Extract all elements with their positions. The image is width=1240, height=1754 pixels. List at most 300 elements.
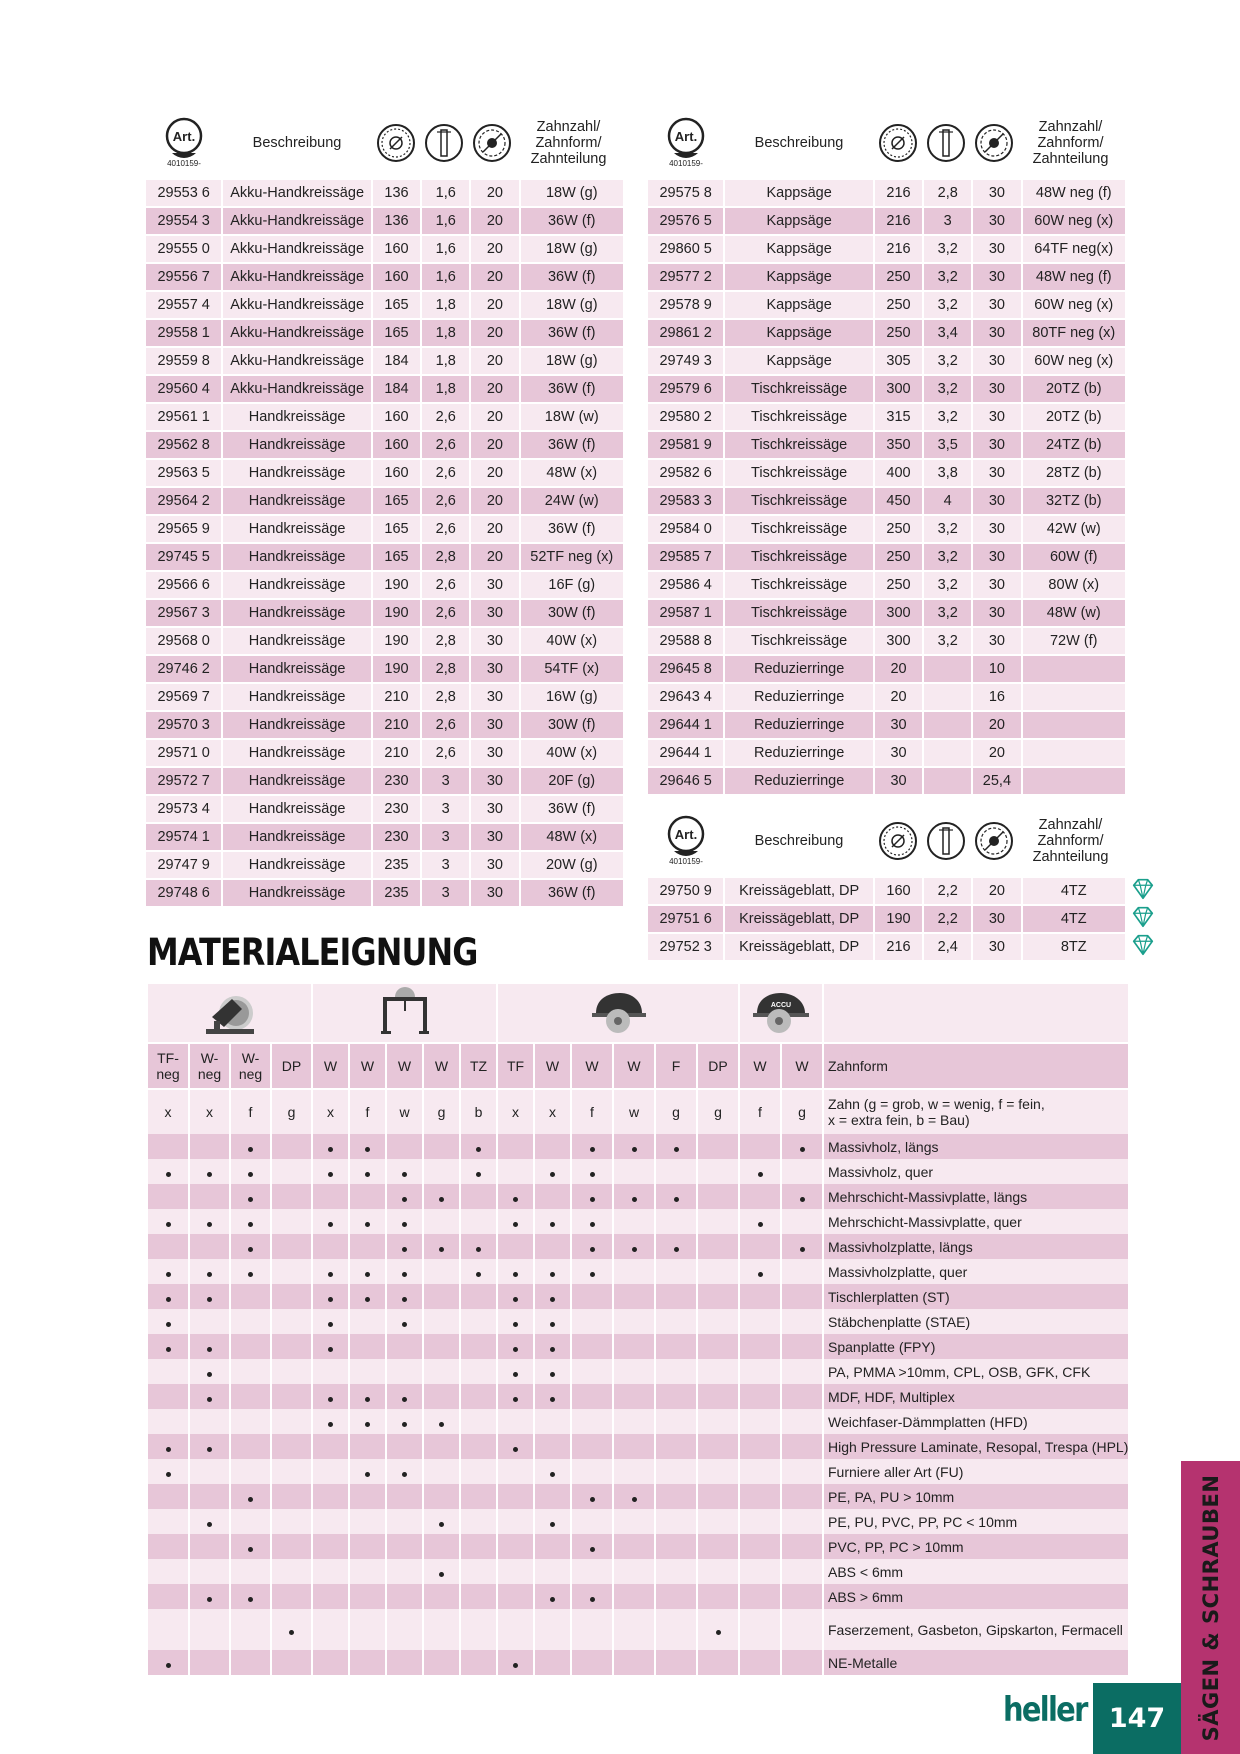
thickness: 3,2 bbox=[924, 236, 971, 262]
material-label: Massivholz, quer bbox=[824, 1159, 1128, 1184]
suitability-cell bbox=[782, 1584, 822, 1609]
material-label: Massivholz, längs bbox=[824, 1134, 1128, 1159]
bore: 16 bbox=[973, 684, 1020, 710]
suitability-cell bbox=[148, 1459, 188, 1484]
diamond-icon bbox=[1130, 876, 1156, 902]
thickness: 3,2 bbox=[924, 404, 971, 430]
table-row bbox=[648, 376, 1125, 402]
suitable-dot bbox=[166, 1663, 171, 1668]
suitability-cell bbox=[698, 1284, 738, 1309]
suitability-cell bbox=[387, 1609, 422, 1650]
suitable-dot bbox=[248, 1247, 253, 1252]
description: Handkreissäge bbox=[223, 852, 371, 878]
zahnform-cell: W bbox=[387, 1042, 422, 1088]
suitability-cell bbox=[231, 1184, 270, 1209]
zahn-header: Zahnzahl/ Zahnform/ Zahnteilung bbox=[1032, 817, 1109, 865]
article-number: 29562 8 bbox=[146, 432, 221, 458]
thickness: 2,2 bbox=[924, 906, 971, 932]
diameter: 184 bbox=[373, 376, 420, 402]
suitability-cell bbox=[535, 1509, 570, 1534]
suitability-cell bbox=[698, 1334, 738, 1359]
thickness: 2,6 bbox=[422, 740, 469, 766]
teeth: 60W neg (x) bbox=[1023, 208, 1126, 234]
table-row bbox=[146, 768, 623, 794]
suitability-cell bbox=[272, 1259, 311, 1284]
suitability-cell bbox=[350, 1484, 385, 1509]
suitable-dot bbox=[328, 1297, 333, 1302]
suitability-cell bbox=[461, 1484, 496, 1509]
suitability-cell bbox=[424, 1134, 459, 1159]
zahn-cell: x bbox=[498, 1088, 533, 1134]
suitability-cell bbox=[461, 1384, 496, 1409]
description: Handkreissäge bbox=[223, 712, 371, 738]
suitability-cell bbox=[350, 1584, 385, 1609]
thickness: 2,6 bbox=[422, 460, 469, 486]
suitable-dot bbox=[758, 1272, 763, 1277]
suitability-cell bbox=[572, 1359, 612, 1384]
suitability-cell bbox=[740, 1359, 780, 1384]
suitability-cell bbox=[614, 1134, 654, 1159]
suitable-dot bbox=[207, 1272, 212, 1277]
icon-row-spacer bbox=[824, 984, 1128, 1042]
suitability-cell bbox=[190, 1209, 229, 1234]
suitability-cell bbox=[656, 1259, 696, 1284]
article-number: 29587 1 bbox=[648, 600, 723, 626]
material-label: Massivholzplatte, längs bbox=[824, 1234, 1128, 1259]
suitability-cell bbox=[272, 1234, 311, 1259]
suitable-dot bbox=[590, 1547, 595, 1552]
suitability-cell bbox=[535, 1609, 570, 1650]
suitability-cell bbox=[350, 1359, 385, 1384]
suitability-cell bbox=[313, 1284, 348, 1309]
suitable-dot bbox=[674, 1247, 679, 1252]
diameter: 230 bbox=[373, 824, 420, 850]
suitable-dot bbox=[632, 1497, 637, 1502]
bore: 30 bbox=[973, 516, 1020, 542]
suitability-cell bbox=[461, 1534, 496, 1559]
suitable-dot bbox=[248, 1197, 253, 1202]
description: Tischkreissäge bbox=[725, 488, 873, 514]
suitability-cell bbox=[782, 1459, 822, 1484]
suitability-cell bbox=[498, 1609, 533, 1650]
suitability-cell bbox=[572, 1434, 612, 1459]
suitability-cell bbox=[461, 1509, 496, 1534]
thickness bbox=[924, 684, 971, 710]
bore: 30 bbox=[973, 628, 1020, 654]
suitability-cell bbox=[572, 1534, 612, 1559]
suitability-cell bbox=[148, 1384, 188, 1409]
suitability-cell bbox=[461, 1134, 496, 1159]
thickness: 3,8 bbox=[924, 460, 971, 486]
material-row bbox=[148, 1584, 1128, 1609]
suitability-cell bbox=[313, 1259, 348, 1284]
article-number: 29564 2 bbox=[146, 488, 221, 514]
suitability-cell bbox=[698, 1359, 738, 1384]
article-number: 29560 4 bbox=[146, 376, 221, 402]
diameter: 165 bbox=[373, 320, 420, 346]
suitability-cell bbox=[387, 1134, 422, 1159]
material-row bbox=[148, 1609, 1128, 1650]
suitability-cell bbox=[498, 1534, 533, 1559]
zahn-header: Zahnzahl/ Zahnform/ Zahnteilung bbox=[1032, 119, 1109, 167]
table-row bbox=[146, 544, 623, 570]
suitability-cell bbox=[572, 1159, 612, 1184]
suitability-cell bbox=[272, 1309, 311, 1334]
table-row bbox=[146, 824, 623, 850]
zahnform-cell: W bbox=[740, 1042, 780, 1088]
zahn-cell: g bbox=[272, 1088, 311, 1134]
suitability-cell bbox=[148, 1584, 188, 1609]
thickness bbox=[924, 768, 971, 794]
suitability-cell bbox=[350, 1134, 385, 1159]
suitability-cell bbox=[148, 1434, 188, 1459]
suitability-cell bbox=[231, 1409, 270, 1434]
suitable-dot bbox=[513, 1347, 518, 1352]
suitable-dot bbox=[248, 1172, 253, 1177]
suitability-cell bbox=[461, 1234, 496, 1259]
material-row bbox=[148, 1259, 1128, 1284]
article-number: 29580 2 bbox=[648, 404, 723, 430]
suitability-cell bbox=[272, 1484, 311, 1509]
thickness: 1,8 bbox=[422, 376, 469, 402]
thickness: 1,8 bbox=[422, 292, 469, 318]
suitable-dot bbox=[513, 1297, 518, 1302]
suitable-dot bbox=[550, 1272, 555, 1277]
description: Handkreissäge bbox=[223, 880, 371, 906]
suitable-dot bbox=[632, 1197, 637, 1202]
diameter: 165 bbox=[373, 292, 420, 318]
suitability-cell bbox=[231, 1584, 270, 1609]
bore: 10 bbox=[973, 656, 1020, 682]
table-row bbox=[648, 656, 1125, 682]
thickness: 4 bbox=[924, 488, 971, 514]
suitable-dot bbox=[513, 1372, 518, 1377]
suitability-cell bbox=[614, 1384, 654, 1409]
diameter: 30 bbox=[875, 768, 922, 794]
suitability-cell bbox=[698, 1159, 738, 1184]
table-row bbox=[146, 320, 623, 346]
suitability-cell bbox=[424, 1359, 459, 1384]
diameter: 160 bbox=[373, 264, 420, 290]
suitability-cell bbox=[272, 1359, 311, 1384]
diameter: 190 bbox=[373, 628, 420, 654]
description: Kappsäge bbox=[725, 208, 873, 234]
suitability-cell bbox=[190, 1334, 229, 1359]
suitability-cell bbox=[424, 1334, 459, 1359]
table-row bbox=[146, 292, 623, 318]
suitability-cell bbox=[740, 1509, 780, 1534]
suitability-cell bbox=[231, 1134, 270, 1159]
bore: 30 bbox=[973, 236, 1020, 262]
bore: 30 bbox=[973, 460, 1020, 486]
suitability-cell bbox=[272, 1184, 311, 1209]
suitable-dot bbox=[590, 1597, 595, 1602]
teeth: 36W (f) bbox=[521, 432, 624, 458]
suitable-dot bbox=[550, 1322, 555, 1327]
diameter: 30 bbox=[875, 712, 922, 738]
diameter: 160 bbox=[373, 404, 420, 430]
suitability-cell bbox=[272, 1284, 311, 1309]
description: Handkreissäge bbox=[223, 488, 371, 514]
suitability-cell bbox=[313, 1434, 348, 1459]
suitability-cell bbox=[387, 1284, 422, 1309]
suitability-cell bbox=[424, 1509, 459, 1534]
bore: 20 bbox=[471, 208, 518, 234]
suitability-cell bbox=[656, 1459, 696, 1484]
material-label: Furniere aller Art (FU) bbox=[824, 1459, 1128, 1484]
suitability-cell bbox=[535, 1184, 570, 1209]
bore: 20 bbox=[471, 348, 518, 374]
description: Tischkreissäge bbox=[725, 516, 873, 542]
bore: 20 bbox=[471, 180, 518, 206]
teeth: 36W (f) bbox=[521, 320, 624, 346]
suitability-cell bbox=[498, 1234, 533, 1259]
suitability-cell bbox=[572, 1459, 612, 1484]
suitability-cell bbox=[614, 1159, 654, 1184]
suitability-cell bbox=[698, 1134, 738, 1159]
article-number: 29586 4 bbox=[648, 572, 723, 598]
thickness: 3,2 bbox=[924, 628, 971, 654]
article-number: 29579 6 bbox=[648, 376, 723, 402]
suitability-cell bbox=[740, 1409, 780, 1434]
suitability-cell bbox=[535, 1384, 570, 1409]
thickness bbox=[924, 740, 971, 766]
bore: 30 bbox=[471, 572, 518, 598]
suitable-dot bbox=[365, 1422, 370, 1427]
suitability-cell bbox=[535, 1259, 570, 1284]
suitable-dot bbox=[402, 1222, 407, 1227]
thickness: 2,8 bbox=[422, 544, 469, 570]
suitability-cell bbox=[535, 1234, 570, 1259]
table-row bbox=[648, 264, 1125, 290]
suitable-dot bbox=[402, 1297, 407, 1302]
suitable-dot bbox=[439, 1197, 444, 1202]
suitability-cell bbox=[350, 1409, 385, 1434]
suitability-cell bbox=[387, 1384, 422, 1409]
suitability-cell bbox=[272, 1584, 311, 1609]
table-row bbox=[648, 740, 1125, 766]
suitable-dot bbox=[513, 1222, 518, 1227]
suitability-cell bbox=[498, 1259, 533, 1284]
material-row bbox=[148, 1650, 1128, 1675]
suitability-cell bbox=[740, 1209, 780, 1234]
zahn-cell: w bbox=[614, 1088, 654, 1134]
teeth: 54TF (x) bbox=[521, 656, 624, 682]
art-code: 4010159- bbox=[167, 159, 201, 168]
table-row bbox=[648, 292, 1125, 318]
description: Tischkreissäge bbox=[725, 572, 873, 598]
suitability-cell bbox=[231, 1459, 270, 1484]
thickness: 3,2 bbox=[924, 376, 971, 402]
material-label: PE, PU, PVC, PP, PC < 10mm bbox=[824, 1509, 1128, 1534]
suitability-cell bbox=[698, 1184, 738, 1209]
suitability-cell bbox=[231, 1234, 270, 1259]
suitability-cell bbox=[498, 1509, 533, 1534]
diameter: 235 bbox=[373, 852, 420, 878]
suitability-cell bbox=[313, 1309, 348, 1334]
zahn-cell: x bbox=[190, 1088, 229, 1134]
suitability-cell bbox=[424, 1584, 459, 1609]
suitability-cell bbox=[461, 1609, 496, 1650]
suitability-cell bbox=[387, 1234, 422, 1259]
suitable-dot bbox=[166, 1172, 171, 1177]
bore: 20 bbox=[471, 460, 518, 486]
blade-thickness-icon bbox=[922, 122, 970, 164]
suitability-cell bbox=[190, 1609, 229, 1650]
material-label: Stäbchenplatte (STAE) bbox=[824, 1309, 1128, 1334]
suitability-cell bbox=[424, 1534, 459, 1559]
zahn-cell: f bbox=[350, 1088, 385, 1134]
diameter: 136 bbox=[373, 208, 420, 234]
circular-saw-icon bbox=[498, 984, 738, 1042]
suitability-cell bbox=[656, 1509, 696, 1534]
art-number-header bbox=[648, 815, 724, 867]
diameter-icon bbox=[874, 820, 922, 862]
suitable-dot bbox=[248, 1497, 253, 1502]
diameter: 300 bbox=[875, 628, 922, 654]
suitability-cell bbox=[614, 1259, 654, 1284]
suitable-dot bbox=[674, 1197, 679, 1202]
suitability-cell bbox=[782, 1334, 822, 1359]
article-number: 29556 7 bbox=[146, 264, 221, 290]
zahn-header: Zahnzahl/ Zahnform/ Zahnteilung bbox=[530, 119, 607, 167]
diameter: 190 bbox=[373, 600, 420, 626]
table-row bbox=[648, 572, 1125, 598]
article-number: 29583 3 bbox=[648, 488, 723, 514]
suitability-cell bbox=[740, 1134, 780, 1159]
suitability-cell bbox=[498, 1484, 533, 1509]
material-label: Faserzement, Gasbeton, Gipskarton, Fermacell bbox=[824, 1609, 1128, 1650]
table-row bbox=[146, 600, 623, 626]
suitability-cell bbox=[698, 1384, 738, 1409]
suitable-dot bbox=[439, 1422, 444, 1427]
suitability-cell bbox=[698, 1309, 738, 1334]
suitability-cell bbox=[190, 1284, 229, 1309]
teeth: 48W neg (f) bbox=[1023, 264, 1126, 290]
zahn-cell: g bbox=[656, 1088, 696, 1134]
suitable-dot bbox=[590, 1247, 595, 1252]
teeth: 80TF neg (x) bbox=[1023, 320, 1126, 346]
suitable-dot bbox=[365, 1147, 370, 1152]
suitability-cell bbox=[424, 1409, 459, 1434]
suitability-cell bbox=[656, 1334, 696, 1359]
suitability-cell bbox=[698, 1459, 738, 1484]
bore-diameter-icon bbox=[970, 820, 1018, 862]
bore: 20 bbox=[471, 320, 518, 346]
suitable-dot bbox=[207, 1372, 212, 1377]
diameter: 230 bbox=[373, 768, 420, 794]
suitable-dot bbox=[402, 1472, 407, 1477]
article-number: 29584 0 bbox=[648, 516, 723, 542]
suitability-cell bbox=[272, 1209, 311, 1234]
article-number: 29561 1 bbox=[146, 404, 221, 430]
suitability-cell bbox=[148, 1209, 188, 1234]
suitability-cell bbox=[740, 1559, 780, 1584]
thickness: 3,2 bbox=[924, 544, 971, 570]
bore: 20 bbox=[471, 404, 518, 430]
table-row bbox=[648, 516, 1125, 542]
article-number: 29557 4 bbox=[146, 292, 221, 318]
diameter: 250 bbox=[875, 320, 922, 346]
suitability-cell bbox=[461, 1184, 496, 1209]
suitability-cell bbox=[313, 1209, 348, 1234]
suitability-cell bbox=[498, 1359, 533, 1384]
material-label: Mehrschicht-Massivplatte, quer bbox=[824, 1209, 1128, 1234]
suitability-cell bbox=[782, 1650, 822, 1675]
suitability-cell bbox=[572, 1559, 612, 1584]
diameter: 250 bbox=[875, 516, 922, 542]
diameter: 190 bbox=[373, 572, 420, 598]
suitable-dot bbox=[476, 1172, 481, 1177]
suitability-cell bbox=[698, 1209, 738, 1234]
suitability-cell bbox=[272, 1159, 311, 1184]
suitability-cell bbox=[572, 1134, 612, 1159]
table-row bbox=[146, 852, 623, 878]
suitability-cell bbox=[614, 1359, 654, 1384]
suitable-dot bbox=[590, 1272, 595, 1277]
suitable-dot bbox=[550, 1297, 555, 1302]
suitability-cell bbox=[572, 1509, 612, 1534]
suitable-dot bbox=[328, 1397, 333, 1402]
suitability-cell bbox=[272, 1134, 311, 1159]
suitability-cell bbox=[614, 1609, 654, 1650]
suitability-cell bbox=[148, 1609, 188, 1650]
table-row bbox=[146, 348, 623, 374]
table-row bbox=[648, 488, 1125, 514]
suitability-cell bbox=[572, 1259, 612, 1284]
material-label: MDF, HDF, Multiplex bbox=[824, 1384, 1128, 1409]
suitability-cell bbox=[350, 1534, 385, 1559]
thickness bbox=[924, 712, 971, 738]
article-number: 29575 8 bbox=[648, 180, 723, 206]
teeth: 20F (g) bbox=[521, 768, 624, 794]
cordless-saw-icon bbox=[740, 984, 822, 1042]
suitability-cell bbox=[698, 1234, 738, 1259]
suitability-cell bbox=[231, 1509, 270, 1534]
description: Kappsäge bbox=[725, 180, 873, 206]
suitable-dot bbox=[166, 1322, 171, 1327]
article-number: 29566 6 bbox=[146, 572, 221, 598]
table-row bbox=[146, 208, 623, 234]
suitability-cell bbox=[614, 1284, 654, 1309]
diameter: 20 bbox=[875, 684, 922, 710]
suitability-cell bbox=[782, 1534, 822, 1559]
thickness: 3 bbox=[422, 824, 469, 850]
suitable-dot bbox=[550, 1597, 555, 1602]
suitability-cell bbox=[190, 1584, 229, 1609]
suitability-cell bbox=[535, 1459, 570, 1484]
teeth: 18W (g) bbox=[521, 180, 624, 206]
thickness: 2,8 bbox=[422, 684, 469, 710]
description: Kappsäge bbox=[725, 348, 873, 374]
section-tab bbox=[1181, 1461, 1240, 1754]
suitability-cell bbox=[350, 1384, 385, 1409]
material-row bbox=[148, 1334, 1128, 1359]
suitability-cell bbox=[190, 1159, 229, 1184]
bore: 30 bbox=[973, 348, 1020, 374]
suitability-cell bbox=[231, 1534, 270, 1559]
suitable-dot bbox=[328, 1222, 333, 1227]
suitability-cell bbox=[740, 1309, 780, 1334]
suitable-dot bbox=[513, 1322, 518, 1327]
suitability-cell bbox=[535, 1434, 570, 1459]
bore: 20 bbox=[471, 544, 518, 570]
thickness: 2,6 bbox=[422, 712, 469, 738]
suitable-dot bbox=[207, 1347, 212, 1352]
bore: 30 bbox=[973, 934, 1020, 960]
teeth: 18W (w) bbox=[521, 404, 624, 430]
article-number: 29644 1 bbox=[648, 712, 723, 738]
